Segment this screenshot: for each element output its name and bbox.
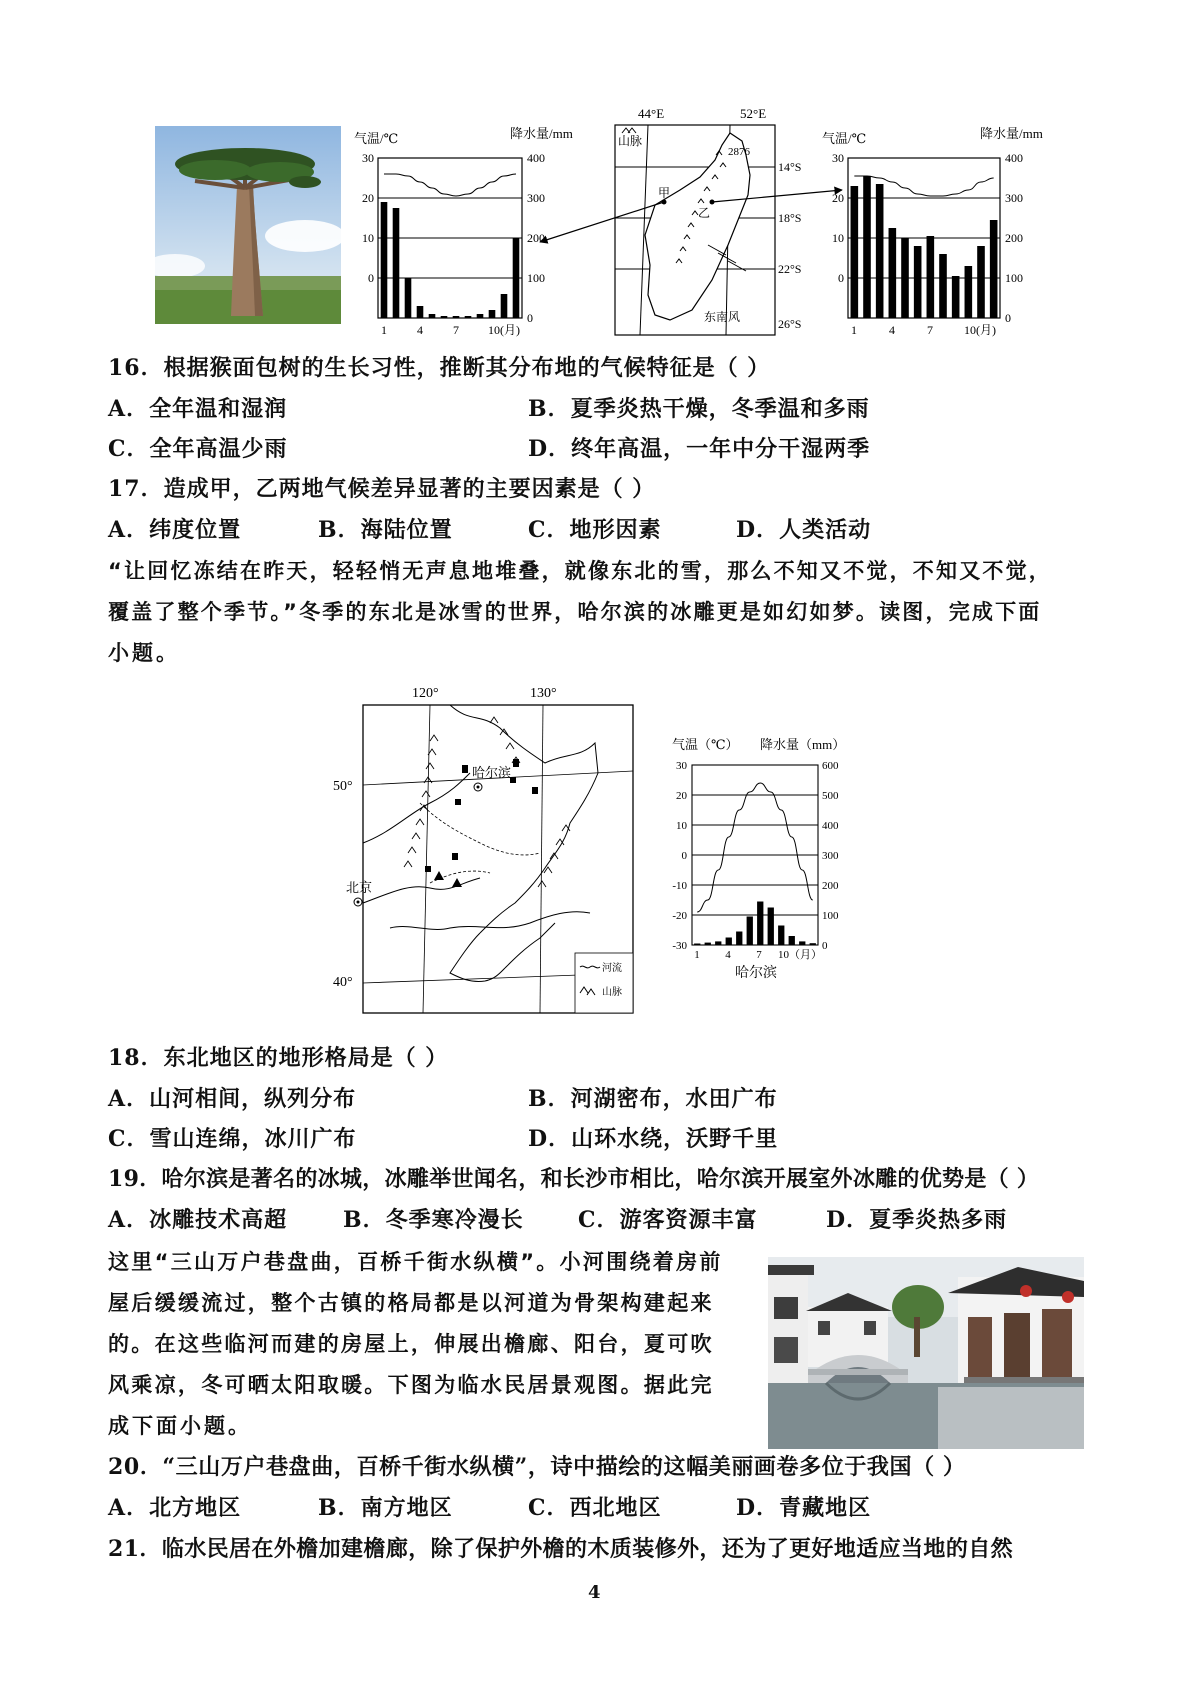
q16-option-a[interactable]: A．全年温和湿润 [108,396,288,422]
climate-chart-right [822,126,1047,336]
lat-label: 50° [333,779,353,794]
q20-option-c[interactable]: C．西北地区 [528,1495,662,1521]
x-tick: 1 [381,323,387,337]
question-20-stem: 20．“三山万户巷盘曲，百桥千街水纵横”，诗中描绘的这幅美丽画卷多位于我国（ ） [108,1454,966,1480]
precip-bar [465,316,472,318]
precip-tick: 200 [1005,231,1023,245]
passage-northeast-line: 覆盖了整个季节。”冬季的东北是冰雪的世界，哈尔滨的冰雕更是如幻如梦。读图，完成下面 [108,600,1042,624]
precip-bar [736,932,742,946]
precip-tick: 100 [1005,271,1023,285]
q18-option-c[interactable]: C．雪山连绵，冰川广布 [108,1126,357,1152]
temp-axis-title: 气温/℃ [822,131,867,146]
temp-tick: 0 [368,271,374,285]
x-tick: 10(月) [488,323,520,337]
precip-bar [965,266,973,318]
legend-river: 河流 [602,963,622,974]
precip-bar [863,176,871,318]
precip-bar [977,246,985,318]
precip-bar [381,202,388,318]
q19-option-b[interactable]: B．冬季寒冷漫长 [343,1207,524,1233]
q19-option-d[interactable]: D．夏季炎热多雨 [826,1207,1008,1233]
precip-bar [477,314,484,318]
x-tick: 4 [725,949,731,961]
temp-axis-title: 气温/℃ [354,131,399,146]
precip-bar [939,254,947,318]
q18-option-b[interactable]: B．河湖密布，水田广布 [528,1086,778,1112]
temp-tick: 30 [676,760,687,772]
city-label-beijing: 北京 [346,880,373,895]
precip-tick: 300 [822,850,839,862]
precip-tick: 0 [527,311,533,325]
precip-axis-title: 降水量/mm [510,126,573,141]
precip-bar [810,943,816,945]
q16-option-c[interactable]: C．全年高温少雨 [108,436,288,462]
precip-bar [417,306,424,318]
lat-label: 18°S [778,211,802,225]
passage-water-line: 风乘凉，冬可晒太阳取暖。下图为临水民居景观图。据此完 [108,1373,714,1397]
precip-bar [429,314,436,318]
x-tick: 1 [851,323,857,337]
precip-tick: 300 [527,191,545,205]
q18-option-d[interactable]: D．山环水绕，沃野千里 [528,1126,779,1152]
temperature-line [697,783,813,912]
question-19-stem: 19．哈尔滨是著名的冰城，冰雕举世闻名，和长沙市相比，哈尔滨开展室外冰雕的优势是（ ） [108,1166,1040,1192]
lon-label: 52°E [740,106,767,121]
precip-bar [393,208,400,318]
temp-axis-title: 气温（℃） [672,737,739,752]
precip-tick: 400 [822,820,839,832]
precip-bar [789,936,795,945]
temp-tick: 20 [832,191,844,205]
precip-bar [715,941,721,945]
precip-tick: 400 [527,151,545,165]
lat-label: 14°S [778,160,802,174]
temp-tick: 30 [832,151,844,165]
map-label-wind: 东南风 [704,310,741,324]
precip-bar [747,917,753,946]
precip-bar [914,246,922,318]
q20-option-a[interactable]: A．北方地区 [108,1495,242,1521]
precip-tick: 200 [822,880,839,892]
precip-bar [694,944,700,946]
q20-option-b[interactable]: B．南方地区 [318,1495,453,1521]
temp-tick: 10 [676,820,687,832]
link-arrows [520,180,850,270]
precip-bar [876,184,884,318]
x-tick: 4 [417,323,423,337]
q16-option-d[interactable]: D．终年高温，一年中分干湿两季 [528,436,871,462]
precip-bar [889,228,897,318]
question-16-stem: 16．根据猴面包树的生长习性，推断其分布地的气候特征是（ ） [108,355,771,381]
passage-northeast-line: 小题。 [108,641,180,665]
lon-label: 130° [530,686,557,701]
q20-option-d[interactable]: D．青藏地区 [736,1495,872,1521]
precip-bar [768,908,774,946]
precip-bar [513,238,520,318]
precip-bar [489,310,496,318]
temperature-line [854,176,993,196]
x-tick: 4 [889,323,895,337]
chart-caption-harbin: 哈尔滨 [735,966,777,981]
lat-label: 22°S [778,262,802,276]
precip-tick: 400 [1005,151,1023,165]
temp-tick: 0 [838,271,844,285]
precip-bar [901,238,909,318]
passage-water-line: 这里“三山万户巷盘曲，百桥千街水纵横”。小河围绕着房前 [108,1250,723,1274]
temp-tick: 10 [832,231,844,245]
precip-tick: 600 [822,760,839,772]
question-18-stem: 18．东北地区的地形格局是（ ） [108,1045,449,1071]
passage-water-line: 成下面小题。 [108,1414,252,1438]
precip-bar [705,943,711,945]
x-tick: 7 [756,949,762,961]
x-tick: 10（月） [778,949,822,961]
temp-tick: 30 [362,151,374,165]
map-label-peak: 2876 [728,146,750,158]
q18-option-a[interactable]: A．山河相间，纵列分布 [108,1086,357,1112]
q17-option-a[interactable]: A．纬度位置 [108,517,242,543]
temperature-line [384,174,516,196]
x-tick: 7 [927,323,933,337]
temp-tick: 20 [362,191,374,205]
precip-bar [952,276,960,318]
map-label-jia: 甲 [658,186,671,200]
page-number: 4 [588,1582,601,1603]
precip-axis-title: 降水量（mm） [760,737,846,752]
legend-mountain: 山脉 [602,987,622,998]
precip-tick: 300 [1005,191,1023,205]
map-label-yi: 乙 [698,206,711,220]
precip-bar [851,186,859,318]
city-label-harbin: 哈尔滨 [472,765,512,780]
question-17-stem: 17．造成甲，乙两地气候差异显著的主要因素是（ ） [108,476,656,502]
q16-option-b[interactable]: B．夏季炎热干燥，冬季温和多雨 [528,396,870,422]
precip-bar [990,220,998,318]
precip-bar [778,926,784,946]
precip-tick: 100 [527,271,545,285]
q17-option-c[interactable]: C．地形因素 [528,517,662,543]
temp-tick: -20 [672,910,687,922]
harbin-climate-chart [662,735,862,985]
precip-bar [453,316,460,318]
temp-tick: 20 [676,790,687,802]
precip-tick: 100 [822,910,839,922]
temp-tick: 0 [681,850,687,862]
lon-label: 44°E [638,106,665,121]
passage-water-line: 的。在这些临河而建的房屋上，伸展出檐廊、阳台，夏可吹 [108,1332,714,1356]
map-label-mountain: 山脉 [618,134,643,148]
baobab-photo [155,126,341,324]
precip-bar [927,236,935,318]
x-tick: 10(月) [964,323,996,337]
precip-axis-title: 降水量/mm [980,126,1043,141]
waterside-town-photo [768,1257,1084,1449]
lat-label: 26°S [778,317,802,331]
precip-bar [757,902,763,946]
precip-bar [799,941,805,945]
passage-water-line: 屋后缓缓流过，整个古镇的格局都是以河道为骨架构建起来 [108,1291,714,1315]
lon-label: 120° [412,686,439,701]
q17-option-d[interactable]: D．人类活动 [736,517,872,543]
temp-tick: 10 [362,231,374,245]
northeast-china-map [330,683,635,1015]
precip-bar [441,316,448,318]
precip-tick: 200 [527,231,545,245]
precip-bar [501,294,508,318]
q17-option-b[interactable]: B．海陆位置 [318,517,453,543]
temp-tick: -10 [672,880,687,892]
precip-bar [726,938,732,946]
precip-bar [405,278,412,318]
q19-option-c[interactable]: C．游客资源丰富 [578,1207,758,1233]
question-21-stem: 21．临水民居在外檐加建檐廊，除了保护外檐的木质装修外，还为了更好地适应当地的自然 [108,1536,1014,1562]
x-tick: 1 [694,949,700,961]
q19-option-a[interactable]: A．冰雕技术高超 [108,1207,288,1233]
precip-tick: 0 [1005,311,1011,325]
temp-tick: -30 [672,940,687,952]
precip-tick: 500 [822,790,839,802]
x-tick: 7 [453,323,459,337]
lat-label: 40° [333,975,353,990]
precip-tick: 0 [822,940,828,952]
passage-northeast-line: “让回忆冻结在昨天，轻轻悄无声息地堆叠，就像东北的雪，那么不知又不觉，不知又不觉， [108,559,1052,583]
